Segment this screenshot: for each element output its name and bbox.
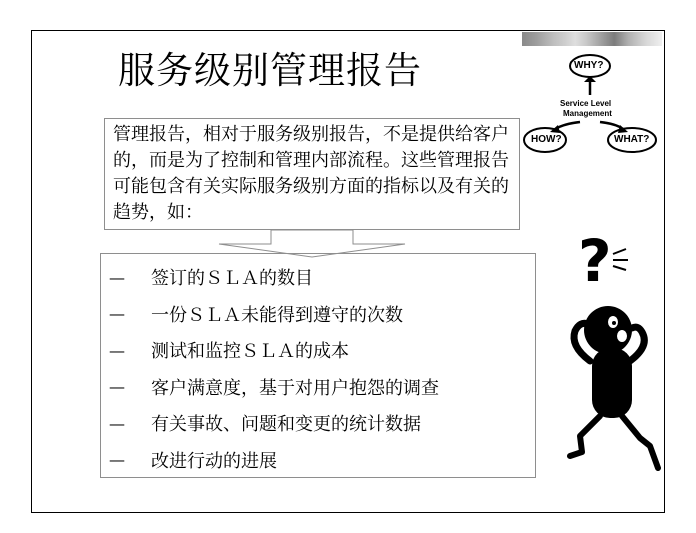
decorative-pixel-strip xyxy=(522,32,662,46)
spark-line xyxy=(613,249,626,254)
slm-what-label: WHAT? xyxy=(614,134,650,145)
list-item xyxy=(101,442,535,479)
bullet-dash: — xyxy=(109,413,125,433)
confused-figure-icon xyxy=(550,236,670,476)
intro-text-box xyxy=(104,118,520,230)
right-arm xyxy=(630,327,644,361)
question-mark-icon: ? xyxy=(578,227,612,295)
list-item xyxy=(101,405,535,442)
pupil-shape xyxy=(612,321,616,325)
spark-line xyxy=(613,266,626,270)
list-item-text: 客户满意度，基于对用户抱怨的调查 xyxy=(151,377,439,399)
bullet-list-box xyxy=(100,253,536,478)
list-item-text: 一份ＳＬＡ未能得到遵守的次数 xyxy=(151,304,403,326)
list-item xyxy=(101,369,535,406)
left-leg xyxy=(570,416,600,456)
bullet-dash: — xyxy=(109,340,125,360)
mouth-shape xyxy=(617,330,627,342)
slm-center-line2: Management xyxy=(563,109,612,118)
slm-center-line1: Service Level xyxy=(560,99,612,108)
bullet-dash: — xyxy=(109,450,125,470)
list-item xyxy=(101,296,535,333)
bullet-dash: — xyxy=(109,304,125,324)
list-item xyxy=(101,259,535,296)
intro-text: 管理报告，相对于服务级别报告，不是提供给客户的，而是为了控制和管理内部流程。这些管理报告可能包含有关实际服务级别方面的指标以及有关的趋势，如： xyxy=(113,124,509,223)
bullet-dash: — xyxy=(109,267,125,287)
list-item xyxy=(101,332,535,369)
bullet-dash: — xyxy=(109,377,125,397)
right-leg xyxy=(622,416,658,468)
list-item-text: 测试和监控ＳＬＡ的成本 xyxy=(151,341,349,363)
head-shape xyxy=(584,306,632,354)
page-title: 服务级别管理报告 xyxy=(118,49,422,92)
list-item-text: 签订的ＳＬＡ的数目 xyxy=(151,268,313,290)
body-shape xyxy=(592,348,632,418)
list-item-text: 改进行动的进展 xyxy=(151,450,277,472)
slm-why-label: WHY? xyxy=(574,60,604,71)
list-item-text: 有关事故、问题和变更的统计数据 xyxy=(151,414,421,436)
slm-how-label: HOW? xyxy=(531,134,562,145)
